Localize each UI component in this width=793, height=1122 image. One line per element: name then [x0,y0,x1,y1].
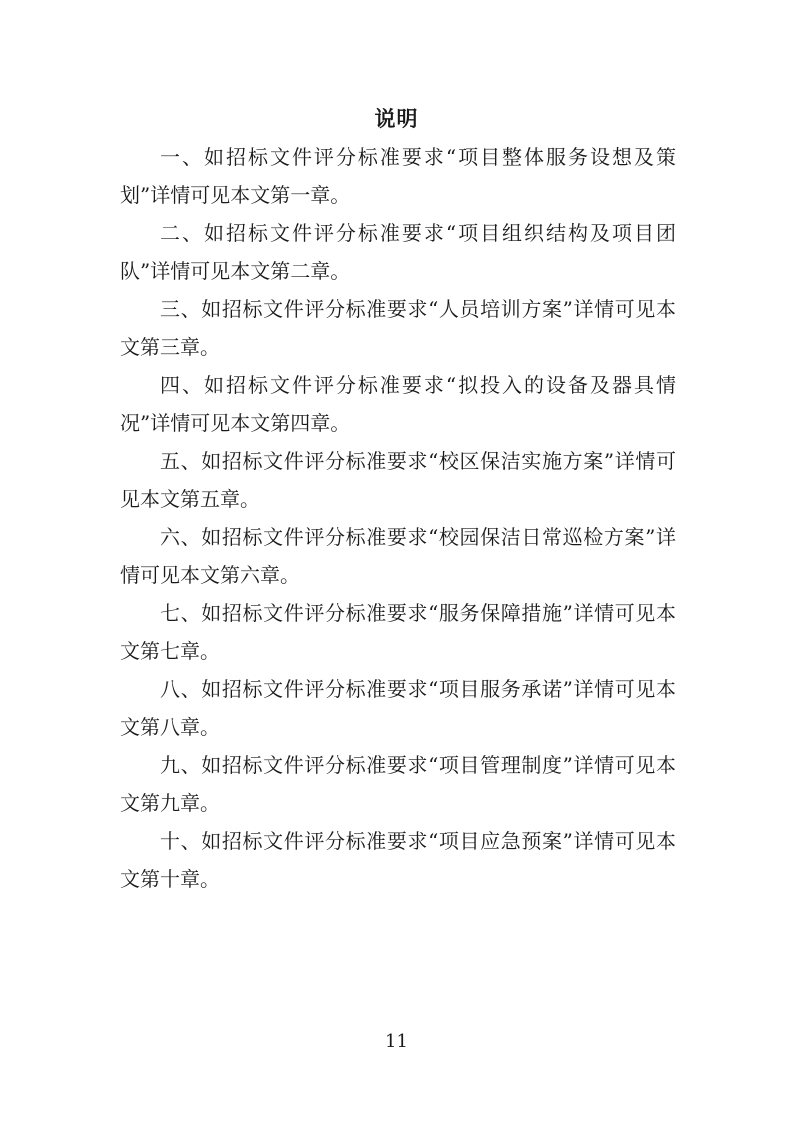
page-title: 说明 [374,106,419,131]
document-body [120,138,676,898]
paragraph-5: 五、如招标文件评分标准要求“校区保洁实施方案”详情可见本文第五章。 [120,449,676,511]
paragraph-1: 一、如招标文件评分标准要求“项目整体服务设想及策划”详情可见本文第一章。 [120,145,676,207]
paragraph-3: 三、如招标文件评分标准要求“人员培训方案”详情可见本文第三章。 [120,297,676,359]
paragraph-6: 六、如招标文件评分标准要求“校园保洁日常巡检方案”详情可见本文第六章。 [120,525,676,587]
page-number: 11 [385,1031,408,1052]
paragraph-7: 七、如招标文件评分标准要求“服务保障措施”详情可见本文第七章。 [120,601,676,663]
paragraph-4: 四、如招标文件评分标准要求“拟投入的设备及器具情况”详情可见本文第四章。 [120,373,676,435]
paragraph-9: 九、如招标文件评分标准要求“项目管理制度”详情可见本文第九章。 [120,753,676,815]
paragraph-8: 八、如招标文件评分标准要求“项目服务承诺”详情可见本文第八章。 [120,677,676,739]
paragraph-10: 十、如招标文件评分标准要求“项目应急预案”详情可见本文第十章。 [120,829,676,891]
paragraph-2: 二、如招标文件评分标准要求“项目组织结构及项目团队”详情可见本文第二章。 [120,221,676,283]
